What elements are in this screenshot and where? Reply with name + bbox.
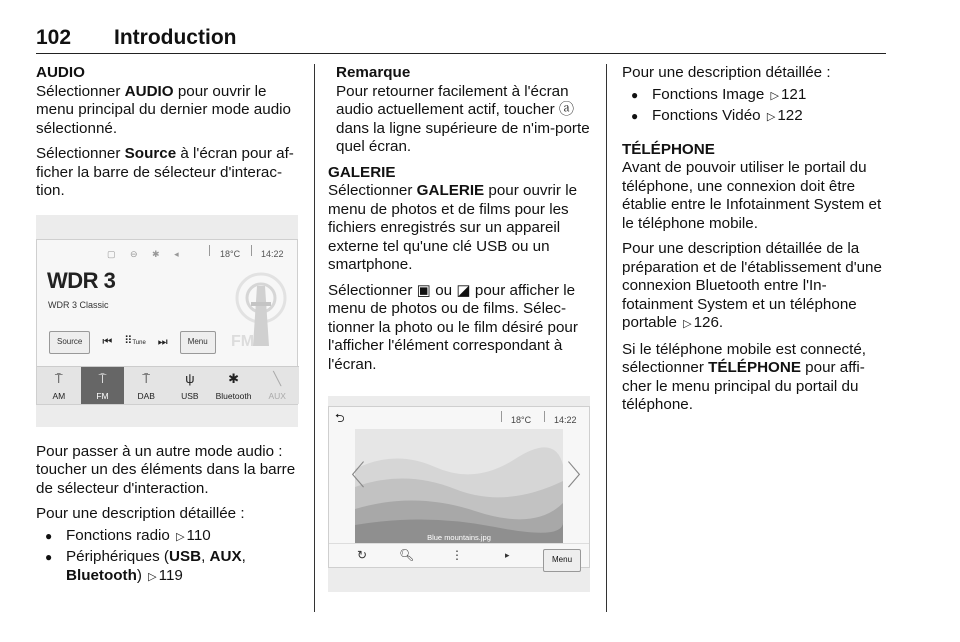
menu-button[interactable]: Menu — [180, 331, 216, 354]
phone-heading: TÉLÉPHONE — [622, 140, 715, 158]
column-2 — [328, 64, 596, 592]
chevron-right-icon[interactable]: 〉 — [567, 460, 596, 491]
chevron-left-icon[interactable]: 〈 — [337, 460, 366, 491]
section-title: Introduction — [114, 26, 237, 49]
column-divider — [606, 64, 607, 612]
phone-paragraph-1: Avant de pouvoir utiliser le portail du téléphone, une connexion doit être établie entre le Infotainment System et le téléphone mobile. — [622, 159, 882, 232]
page-ref-icon — [765, 107, 777, 124]
gallery-paragraph-1: Sélectionner GALERIE pour ouvrir le menu de photos et de films pour les fichiers enregistrés sur un appareil externe tel qu'une clé USB ou un smartphone. — [328, 182, 578, 273]
seek-forward-icon[interactable]: ⏭ — [157, 336, 168, 349]
antenna-icon: ⍑ — [54, 370, 63, 386]
source-selector-bar — [37, 366, 299, 404]
usb-icon: ψ — [185, 370, 195, 386]
page-ref-icon — [146, 567, 158, 584]
reference-list — [36, 527, 298, 587]
column-3 — [622, 64, 884, 422]
source-fm[interactable]: ⍑ FM — [81, 367, 125, 404]
temperature: 18°C — [220, 248, 241, 259]
status-bar — [37, 244, 297, 258]
tune-label: Tune — [132, 340, 146, 347]
switch-mode-paragraph: Pour passer à un autre mode audio : toucher un des éléments dans la barre de sélecteur d'interaction. — [36, 442, 296, 497]
source-bluetooth[interactable]: ✱ Bluetooth — [212, 367, 256, 404]
back-icon[interactable]: ⮌ — [335, 411, 345, 425]
gallery-heading: GALERIE — [328, 163, 396, 181]
antenna-icon: ⍑ — [142, 370, 151, 386]
gallery-toolbar — [329, 543, 589, 567]
temperature: 18°C — [511, 415, 532, 425]
gallery-screenshot — [328, 396, 596, 592]
zoom-icon[interactable]: 🔍︎ — [399, 548, 415, 563]
clock: 14:22 — [554, 415, 577, 425]
aux-icon: ╲ — [273, 370, 282, 386]
source-am[interactable]: ⍑ AM — [37, 367, 81, 404]
description-intro: Pour une description détaillée : — [622, 64, 831, 81]
radio-controls — [49, 336, 216, 350]
menu-button[interactable]: Menu — [543, 549, 581, 572]
audio-paragraph-1: Sélectionner AUDIO pour ouvrir le menu principal du dernier mode audio sélectionné. — [36, 82, 291, 137]
list-item: ● Fonctions Image ▷ 121 — [622, 86, 884, 106]
play-icon[interactable]: ▸ — [505, 550, 510, 561]
station-subtitle: WDR 3 Classic — [48, 299, 109, 310]
list-item: ● Périphériques (USB, AUX, Bluetooth) ▷ 119 — [36, 548, 298, 586]
bluetooth-icon: ✱ — [228, 370, 239, 386]
column-1 — [36, 64, 298, 592]
phone-paragraph-2: Pour une description détaillée de la préparation et de l'établissement d'une connexion Bluetooth entre l'In-fotainment System et un téléphone portable ▷ 126. — [622, 240, 884, 334]
page-ref-icon — [174, 527, 186, 544]
gallery-screen — [328, 406, 596, 568]
clock: 14:22 — [261, 248, 284, 259]
phone-paragraph-3: Si le téléphone mobile est connecté, sélectionner TÉLÉPHONE pour affi-cher le menu principal du portail du téléphone. — [622, 340, 867, 413]
page-header — [36, 26, 886, 54]
audio-heading: AUDIO — [36, 64, 85, 81]
list-item: ● Fonctions radio ▷ 110 — [36, 527, 298, 547]
source-button[interactable]: Source — [49, 331, 90, 354]
gallery-paragraph-2: Sélectionner ▣ ou ◪ pour afficher le menu de photos ou de films. Sélec-tionner la photo ou le film désiré pour l'afficher l'élément correspondant à l'écran. — [328, 281, 578, 373]
list-item: ● Fonctions Vidéo ▷ 122 — [622, 107, 884, 127]
photo-display — [355, 429, 563, 543]
fm-watermark: FM — [231, 332, 255, 350]
antenna-icon: ⍑ — [98, 370, 107, 386]
mountain-photo — [355, 429, 563, 543]
source-aux[interactable]: ╲ AUX — [255, 367, 299, 404]
source-dab[interactable]: ⍑ DAB — [124, 367, 168, 404]
radio-tower-icon — [221, 276, 291, 354]
slideshow-icon[interactable]: ⋮ — [451, 548, 463, 563]
source-usb[interactable]: ψ USB — [168, 367, 212, 404]
tune-icon[interactable]: ⠿Tune — [124, 335, 146, 348]
photo-filename: Blue mountains.jpg — [427, 533, 491, 542]
seek-back-icon[interactable]: ⏮ — [102, 336, 113, 349]
column-divider — [314, 64, 315, 612]
note-text: Pour retourner facilement à l'écran audio actuellement actif, toucher ⓐ dans la ligne supérieure de n'im-porte quel écran. — [336, 82, 590, 155]
page-number: 102 — [36, 26, 72, 49]
audio-screen — [36, 239, 298, 405]
page-ref-icon — [769, 86, 781, 103]
station-name: WDR 3 — [47, 267, 116, 293]
audio-paragraph-2: Sélectionner Source à l'écran pour af-ficher la barre de sélecteur d'interac-tion. — [36, 145, 294, 199]
audio-screenshot — [36, 215, 298, 427]
status-icons: ▢ ⊖ ✱ ◂ — [107, 248, 185, 259]
description-intro: Pour une description détaillée : — [36, 505, 245, 522]
page-ref-icon — [681, 314, 693, 331]
rotate-icon[interactable]: ↻ — [357, 548, 368, 563]
reference-list — [622, 86, 884, 127]
note-heading: Remarque — [336, 64, 411, 81]
